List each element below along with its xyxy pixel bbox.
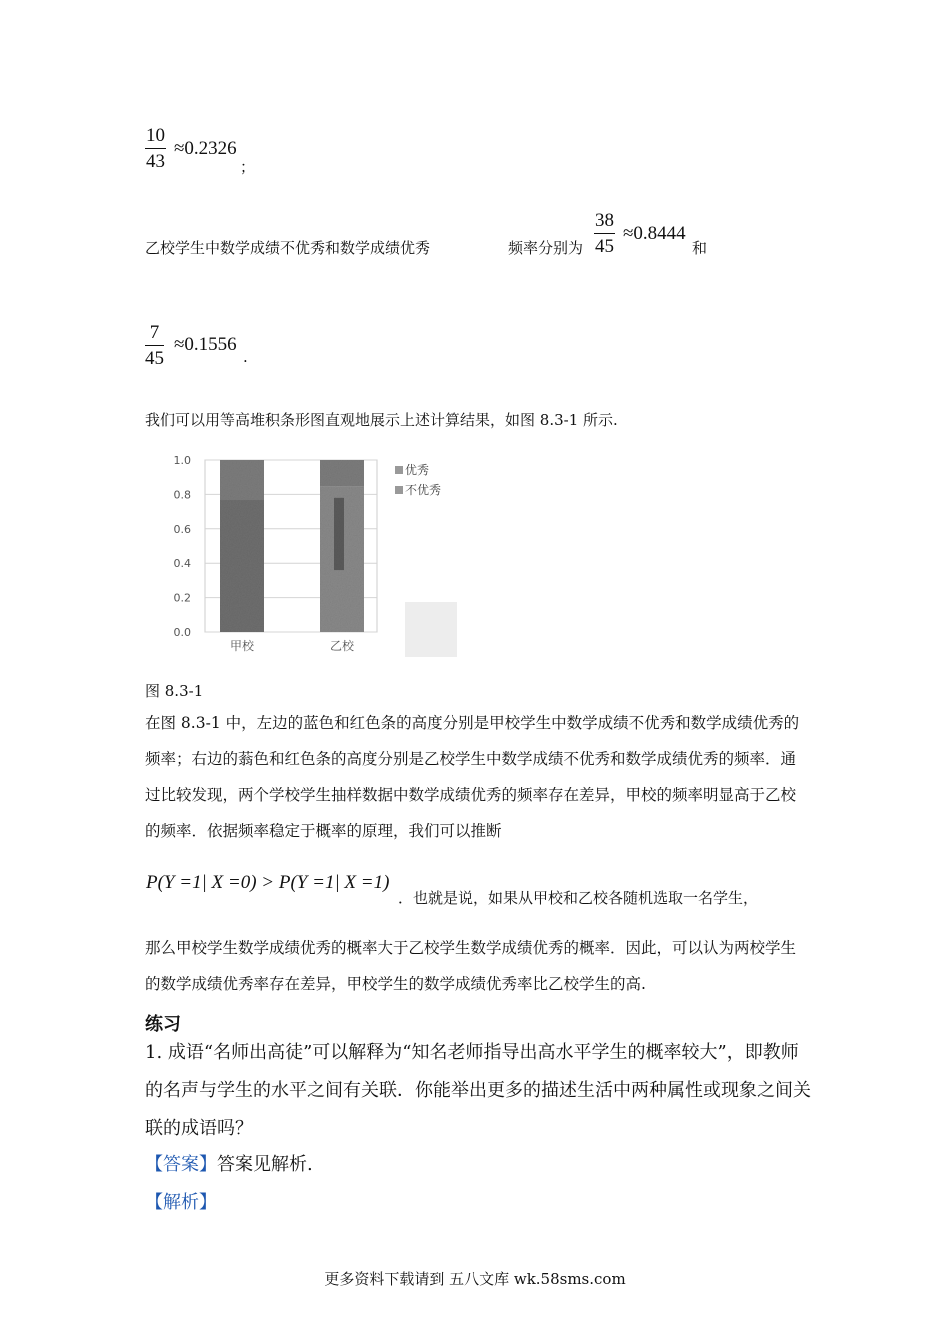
fraction-38-45 [594,210,615,258]
text-line: 乙校学生中数学成绩不优秀和数学成绩优秀 [145,239,431,257]
paragraph: 在图 8.3-1 中，左边的蓝色和红色条的高度分别是甲校学生中数学成绩不优秀和数学成绩优秀的频率；右边的蓊色和红色条的高度分别是乙校学生中数学成绩不优秀和数学成绩优秀的频率．通过比较发现，两个学校学生抽样数据中数学成绩优秀的频率存在差异，甲校的频率明显高于乙校的频率．依据频率稳定于概率的原理，我们可以推断 [145,714,800,840]
text-line: 频率分别为 [508,239,584,257]
exercise-question: 1. 成语“名师出高徒”可以解释为“知名老师指导出高水平学生的概率较大”，即教师的名声与学生的水平之间有关联．你能举出更多的描述生活中两种属性或现象之间关联的成语吗？ [145,1042,811,1139]
paragraph: 那么甲校学生数学成绩优秀的概率大于乙校学生数学成绩优秀的概率．因此，可以认为两校学生的数学成绩优秀率存在差异，甲校学生的数学成绩优秀率比乙校学生的高. [145,939,797,993]
analysis-tag: 【解析】 [145,1192,217,1213]
numerator: 38 [595,210,614,231]
legend-label: 不优秀 [405,483,442,497]
legend-label: 优秀 [405,463,430,477]
chart-scan-artifact [405,602,457,657]
approx-value: ≈0.2326 [174,138,237,159]
y-tick-label: 0.8 [173,488,191,502]
legend-swatch [395,466,403,474]
fraction-7-45 [145,322,164,370]
denominator: 45 [145,348,164,369]
analysis-line [145,1184,815,1222]
y-tick-label: 0.2 [173,591,191,605]
y-tick-label: 0.6 [173,522,191,536]
legend-swatch [395,486,403,494]
punctuation: ； [240,158,256,176]
denominator: 45 [595,236,614,257]
x-tick-label: 乙校 [329,639,355,653]
y-tick-label: 0.4 [173,557,191,571]
x-tick-label: 甲校 [229,639,255,653]
bar-segment-优秀 [220,460,264,500]
probability-formula: P(Y =1| X =0) > P(Y =1| X =1) [146,872,390,893]
answer-tag: 【答案】 [145,1154,217,1175]
numerator: 7 [149,322,160,343]
footer: 更多资料下载请到 五八文库 wk.58sms.com [324,1270,626,1288]
numerator: 10 [146,125,165,146]
intro-text: 我们可以用等高堆积条形图直观地展示上述计算结果，如图 8.3-1 所示. [145,411,618,429]
fraction-10-43 [145,125,166,173]
formula-continuation: ．也就是说，如果从甲校和乙校各随机选取一名学生， [398,889,759,907]
y-tick-label: 0.0 [173,626,191,639]
answer-text: 答案见解析. [217,1154,313,1175]
section-heading: 练习 [145,1014,181,1035]
approx-value: ≈0.1556 [174,334,237,355]
bar-shadow-artifact [334,498,344,570]
punctuation: . [243,348,248,366]
answer-line [145,1146,815,1184]
denominator: 43 [146,151,165,172]
approx-value: ≈0.8444 [623,223,686,244]
bar-segment-优秀 [320,460,364,487]
figure-caption: 图 8.3-1 [145,682,204,700]
bar-segment-不优秀 [220,500,264,632]
stacked-bar-chart [165,452,465,662]
y-tick-label: 1.0 [173,454,191,467]
text-line: 和 [692,239,708,257]
